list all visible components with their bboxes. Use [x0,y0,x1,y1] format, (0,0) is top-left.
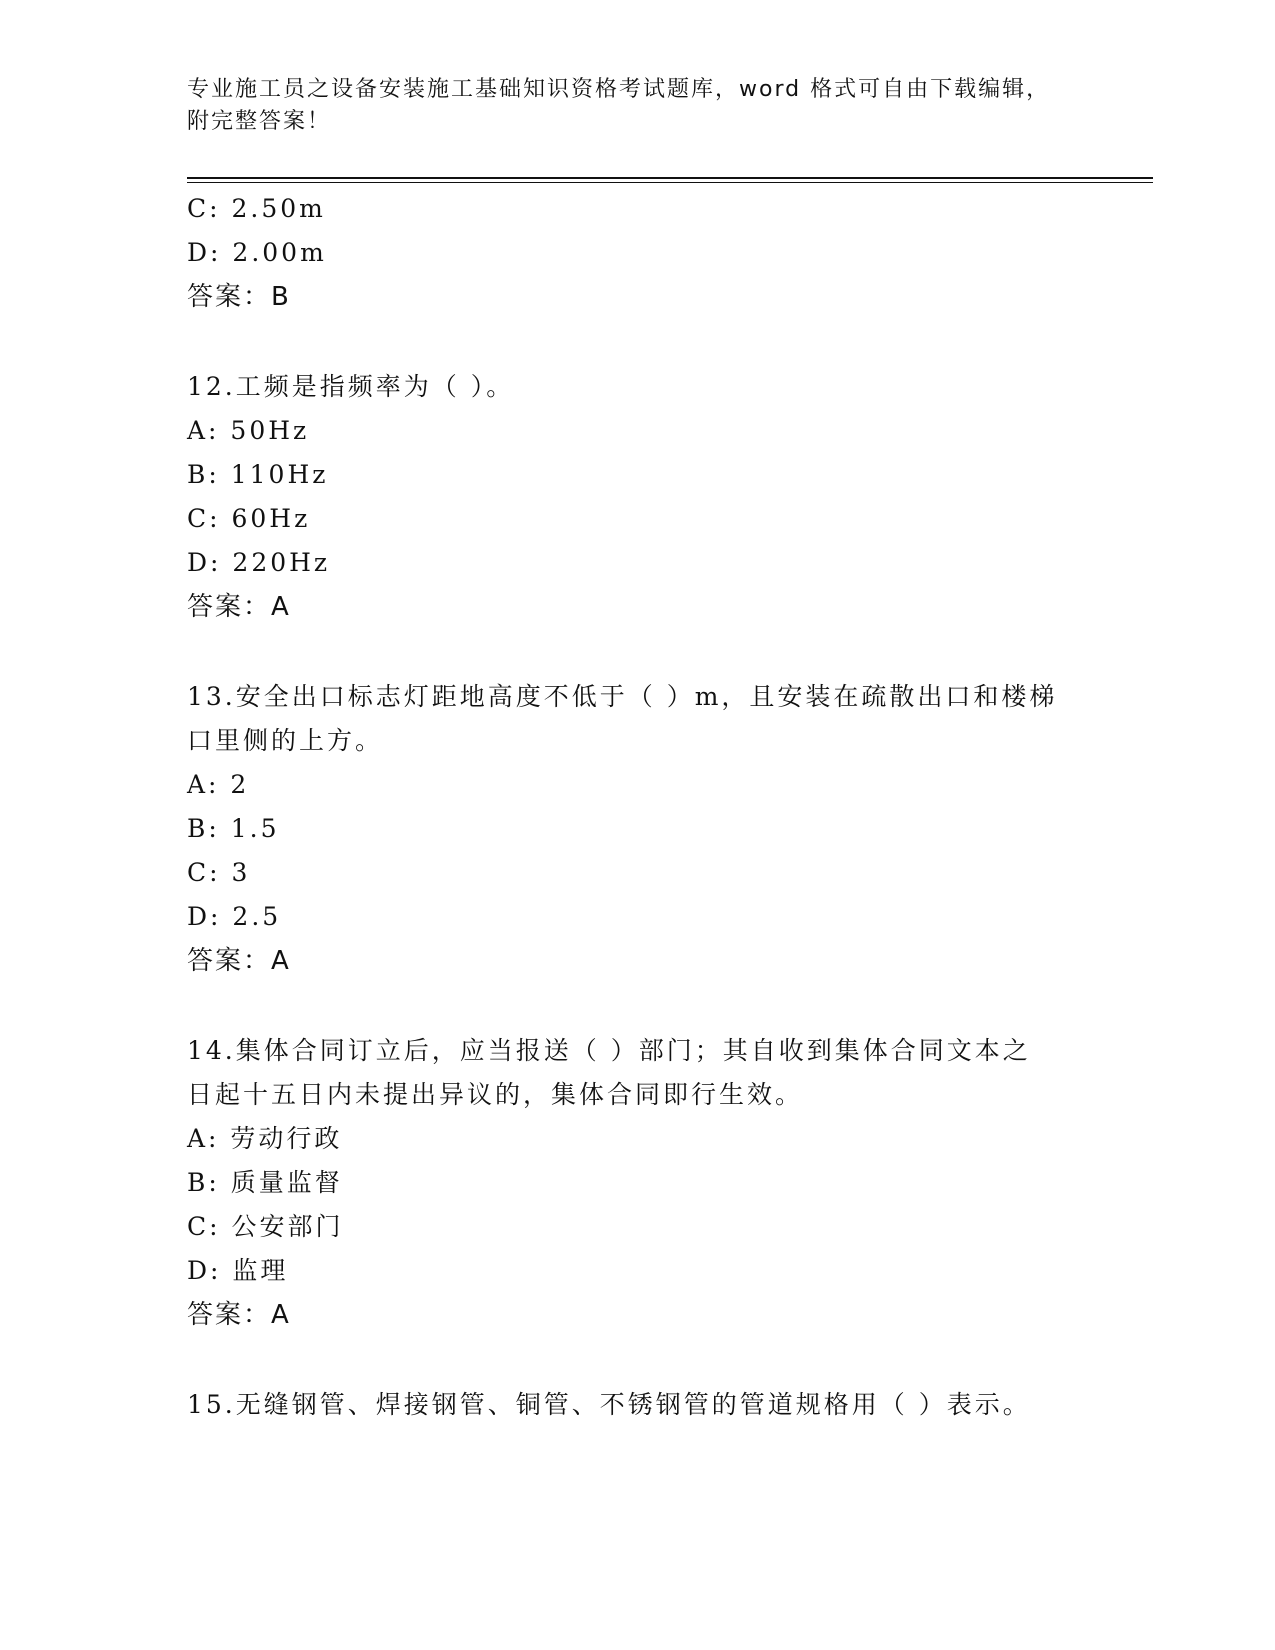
q12-option-c: C: 60Hz [187,504,311,533]
q12-option-d: D: 220Hz [187,548,331,577]
q14-stem-line-2: 日起十五日内未提出异议的，集体合同即行生效。 [187,1080,804,1109]
q12-stem: 12.工频是指频率为（ ）。 [187,372,515,401]
q11-answer: 答案：B [187,282,291,312]
q12-option-b: B: 110Hz [187,460,329,489]
q13-option-c: C: 3 [187,858,251,887]
q13-stem-line-1: 13.安全出口标志灯距地高度不低于（ ）m，且安装在疏散出口和楼梯 [187,682,1058,711]
q11-option-d: D: 2.00m [187,238,327,267]
q13-stem-line-2: 口里侧的上方。 [187,726,384,755]
header-rule-thin [187,182,1153,183]
q14-option-c: C: 公安部门 [187,1212,344,1241]
q14-stem-line-1: 14.集体合同订立后，应当报送（ ）部门；其自收到集体合同文本之 [187,1036,1031,1065]
document-header [187,74,1087,138]
q12-answer: 答案：A [187,592,291,622]
header-line-2: 附完整答案！ [187,109,332,134]
q15-stem: 15.无缝钢管、焊接钢管、铜管、不锈钢管的管道规格用（ ）表示。 [187,1390,1031,1419]
q13-answer: 答案：A [187,946,291,976]
q14-option-d: D: 监理 [187,1256,289,1285]
q14-option-b: B: 质量监督 [187,1168,343,1197]
q14-answer: 答案：A [187,1300,291,1330]
q11-option-c: C: 2.50m [187,194,326,223]
q13-option-a: A: 2 [187,770,250,799]
q13-option-b: B: 1.5 [187,814,280,843]
header-line-1: 专业施工员之设备安装施工基础知识资格考试题库，word 格式可自由下载编辑， [187,77,1051,102]
q14-option-a: A: 劳动行政 [187,1124,343,1153]
q12-option-a: A: 50Hz [187,416,310,445]
q13-option-d: D: 2.5 [187,902,282,931]
header-rule-thick [187,177,1153,179]
